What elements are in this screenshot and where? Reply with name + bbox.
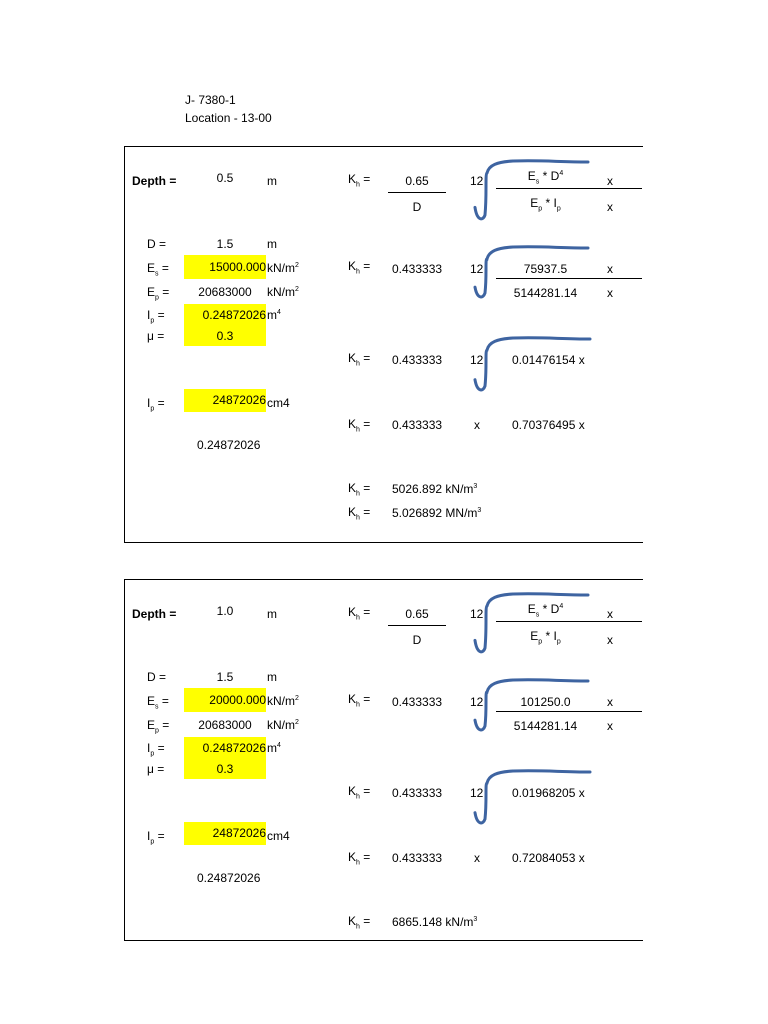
ip-conv-val: 0.24872026 [197,871,261,885]
es-value [184,255,266,279]
i-sym: I [147,308,151,322]
mu-value [184,326,266,346]
k-coef-val: 0.433333 [392,786,443,800]
depth-unit [267,174,277,188]
kh-k: K [348,914,357,928]
den-val: 5144281.14 [513,286,578,300]
kh-label [348,481,371,498]
k-coef-val: 0.433333 [392,695,443,709]
m-unit: m [267,237,277,251]
k-coef [392,418,442,432]
star: * [539,169,551,183]
kh [348,172,371,189]
num-val: 101250.0 [520,695,571,709]
x-mult [607,719,613,733]
kh-kn-result [392,482,477,496]
kh-label [348,172,371,189]
ep-val: 20683000 [198,285,252,299]
kh-label [348,417,371,434]
kh-eq: = [359,481,371,495]
ep-unit [267,285,299,299]
p-sub: p [155,727,159,735]
ep-label [147,718,170,735]
frac-denominator [388,200,446,214]
ep-unit [267,718,299,732]
es-d4 [508,602,583,619]
twelve: 12 [470,607,484,621]
d-value [185,670,265,684]
es-value [184,688,266,712]
x-mult [607,174,613,188]
i-sym: I [553,629,557,643]
frac-numerator [388,174,446,188]
e-sym: E [147,694,156,708]
kh-eq: = [359,351,371,365]
depth-text: Depth = [132,607,177,621]
kh-eq: = [359,692,371,706]
ip-cm4-val: 24872026 [212,826,266,840]
cube: 3 [477,507,482,514]
denominator-value [508,286,583,300]
kh-eq: = [359,172,371,186]
eq-sym: = [154,829,165,843]
eq-sym: = [158,285,170,299]
e-sym: E [147,261,156,275]
ratio-val: 0.01476154 [512,353,576,367]
x: x [607,262,613,276]
e-sym: E [527,602,536,616]
d-label [147,670,166,684]
kh [348,481,371,498]
es-label [147,261,169,278]
ip-cm4-value [184,822,266,845]
ip-conv-val: 0.24872026 [197,438,261,452]
cube: 3 [473,916,478,923]
d-unit [267,237,277,251]
p-sub: p [556,638,561,646]
kh-k: K [348,850,357,864]
x: x [607,695,613,709]
frac-num: 0.65 [405,607,429,621]
frac-den: D [412,200,422,214]
m-unit: m [267,607,277,621]
ip2-label [147,829,165,846]
ep-ip [508,629,583,646]
kh-label [348,605,371,622]
eq-sym: = [158,694,169,708]
kh-k: K [348,605,357,619]
i-sym: I [147,741,151,755]
kh [348,914,371,931]
numerator-value [508,262,583,276]
kh [348,351,371,368]
s-sub: s [155,270,159,278]
cube: 3 [473,483,478,490]
twelve: 12 [470,786,484,800]
e-sym: E [530,196,539,210]
job-number: J- 7380-1 [185,93,236,107]
ip-cm4-value [184,389,266,412]
x-mult [607,200,613,214]
kh-eq: = [359,417,371,431]
kh-sub: h [356,793,360,801]
kh-eq: = [359,914,371,928]
k-coef [392,353,442,367]
depth-unit [267,607,277,621]
mu-label [147,762,164,776]
star: * [542,629,554,643]
ratio-value [512,353,585,367]
kh-k: K [348,692,357,706]
k-coef-val: 0.433333 [392,851,443,865]
kh-label [348,259,371,276]
es-unit [267,261,299,275]
kn-unit: kN/m [267,718,295,732]
kh-eq: = [359,605,371,619]
x-mult [607,695,613,709]
kh-label [348,351,371,368]
k-coef-val: 0.433333 [392,418,443,432]
kn-unit: kN/m [267,285,295,299]
kh-eq: = [359,505,371,519]
cm4-unit: cm4 [267,396,290,410]
four: 4 [277,742,281,749]
mu-text: μ = [147,762,165,776]
e-sym: E [530,629,539,643]
p-sub: p [150,405,155,413]
p-sub: p [155,294,159,302]
d-val: 1.5 [216,670,234,684]
i-sym: I [147,829,151,843]
es-label [147,694,169,711]
kh-label [348,850,371,867]
kh-sub: h [356,490,360,498]
x-mult [607,633,613,647]
ip-val: 0.24872026 [202,308,266,322]
kn-unit: kN/m [267,694,295,708]
root-value [512,851,585,865]
d-text: D = [147,670,167,684]
x: x [578,418,585,432]
radicand-bar [496,621,642,622]
kh-sub: h [356,514,360,522]
k-coef [392,851,442,865]
m-unit: m [267,741,277,755]
ip-value [184,304,266,326]
p-sub: p [150,750,155,758]
num-val: 75937.5 [523,262,568,276]
m-unit: m [267,308,277,322]
frac-bar [388,192,446,193]
p-sub: p [556,205,561,213]
eq-sym: = [154,308,165,322]
star: * [542,196,554,210]
k-coef-val: 0.433333 [392,262,443,276]
kh-k: K [348,172,357,186]
x: x [607,200,613,214]
p-sub: p [150,838,155,846]
d-label [147,237,166,251]
kh [348,259,371,276]
four: 4 [277,309,281,316]
four: 4 [559,603,564,610]
kh-sub: h [356,614,360,622]
kh-mn-val: 5.026892 [392,506,443,520]
ratio-val: 0.01968205 [512,786,576,800]
eq-sym: = [154,396,165,410]
kh-k: K [348,417,357,431]
kh-sub: h [356,701,360,709]
eq-sym: = [158,718,170,732]
ip2-label [147,396,165,413]
x-mult [607,286,613,300]
k-coef-val: 0.433333 [392,353,443,367]
d4: D [550,169,560,183]
kh-kn-val: 6865.148 [392,915,443,929]
p-sub: p [538,638,543,646]
e-sym: E [147,285,156,299]
kh [348,850,371,867]
sq: 2 [295,695,299,702]
ip-unit [267,308,281,322]
d-text: D = [147,237,167,251]
sq: 2 [295,719,299,726]
kh-label [348,505,371,522]
sq: 2 [295,262,299,269]
kn3-unit: kN/m [445,482,474,496]
ip-label [147,741,165,758]
ip-val: 0.24872026 [202,741,266,755]
i-sym: I [553,196,557,210]
kh-k: K [348,259,357,273]
kh [348,417,371,434]
k-coef [392,262,442,276]
ep-value [185,718,265,732]
x: x [607,286,613,300]
depth-val: 1.0 [216,604,234,618]
ip-unit [267,741,281,755]
frac-den: D [412,633,422,647]
m-unit: m [267,174,277,188]
mn3-unit: MN/m [445,506,478,520]
m-unit: m [267,670,277,684]
radicand-bar [496,711,642,712]
depth-label [132,607,176,621]
ip-converted [197,438,260,452]
mu-text: μ = [147,329,165,343]
twelve: 12 [470,262,484,276]
eq-sym: = [158,261,169,275]
numerator-value [508,695,583,709]
depth-label [132,174,176,188]
depth-text: Depth = [132,174,177,188]
d-unit [267,670,277,684]
x: x [607,174,613,188]
eq-sym: = [154,741,165,755]
kh-label [348,914,371,931]
frac-num: 0.65 [405,174,429,188]
ep-ip [508,196,583,213]
es-d4 [508,169,583,186]
p-sub: p [150,317,155,325]
kh-sub: h [356,859,360,867]
kh-kn-val: 5026.892 [392,482,443,496]
four: 4 [559,170,564,177]
s-sub: s [535,178,540,186]
kh [348,505,371,522]
root-val: 0.70376495 [512,418,576,432]
ip-cm4-unit [267,396,290,410]
twelve: 12 [470,353,484,367]
mu-val: 0.3 [216,329,234,343]
kh-k: K [348,784,357,798]
kh [348,784,371,801]
kh-eq: = [359,850,371,864]
depth-val: 0.5 [216,171,234,185]
ip-cm4-val: 24872026 [212,393,266,407]
d-value [185,237,265,251]
mu-label [147,329,164,343]
mu-value [184,759,266,779]
twelve: 12 [470,174,484,188]
kh-kn-result [392,915,477,929]
cm4-unit: cm4 [267,829,290,843]
ip-label [147,308,165,325]
ep-val: 20683000 [198,718,252,732]
es-val: 20000.000 [209,693,266,707]
radicand-bar [496,278,642,279]
radicand-bar [496,188,642,189]
ip-converted [197,871,260,885]
root-val: 0.72084053 [512,851,576,865]
x: x [578,786,585,800]
p-sub: p [538,205,543,213]
depth-value [185,171,265,185]
kn3-unit: kN/m [445,915,474,929]
ep-value [185,285,265,299]
kn-unit: kN/m [267,261,295,275]
depth-value [185,604,265,618]
mu-val: 0.3 [216,762,234,776]
x: x [474,851,480,865]
kh-eq: = [359,784,371,798]
ratio-value [512,786,585,800]
e-sym: E [527,169,536,183]
x: x [607,719,613,733]
x: x [607,633,613,647]
kh-sub: h [356,360,360,368]
kh [348,605,371,622]
x-mult [474,418,480,432]
e-sym: E [147,718,156,732]
x-mult [474,851,480,865]
kh-label [348,784,371,801]
ip-value [184,737,266,759]
x: x [607,607,613,621]
ep-label [147,285,170,302]
k-coef [392,786,442,800]
k-coef [392,695,442,709]
d-val: 1.5 [216,237,234,251]
es-unit [267,694,299,708]
kh-k: K [348,351,357,365]
kh [348,692,371,709]
ip-cm4-unit [267,829,290,843]
s-sub: s [535,611,540,619]
i-sym: I [147,396,151,410]
kh-sub: h [356,923,360,931]
kh-k: K [348,481,357,495]
x-mult [607,607,613,621]
x: x [578,851,585,865]
kh-label [348,692,371,709]
root-value [512,418,585,432]
es-val: 15000.000 [209,260,266,274]
frac-numerator [388,607,446,621]
kh-k: K [348,505,357,519]
x-mult [607,262,613,276]
x: x [474,418,480,432]
frac-denominator [388,633,446,647]
kh-sub: h [356,268,360,276]
x: x [578,353,585,367]
sq: 2 [295,286,299,293]
kh-mn-result [392,506,481,520]
denominator-value [508,719,583,733]
twelve: 12 [470,695,484,709]
d4: D [550,602,560,616]
kh-eq: = [359,259,371,273]
star: * [539,602,551,616]
location-label: Location - 13-00 [185,111,272,125]
kh-sub: h [356,181,360,189]
kh-sub: h [356,426,360,434]
den-val: 5144281.14 [513,719,578,733]
frac-bar [388,625,446,626]
s-sub: s [155,703,159,711]
